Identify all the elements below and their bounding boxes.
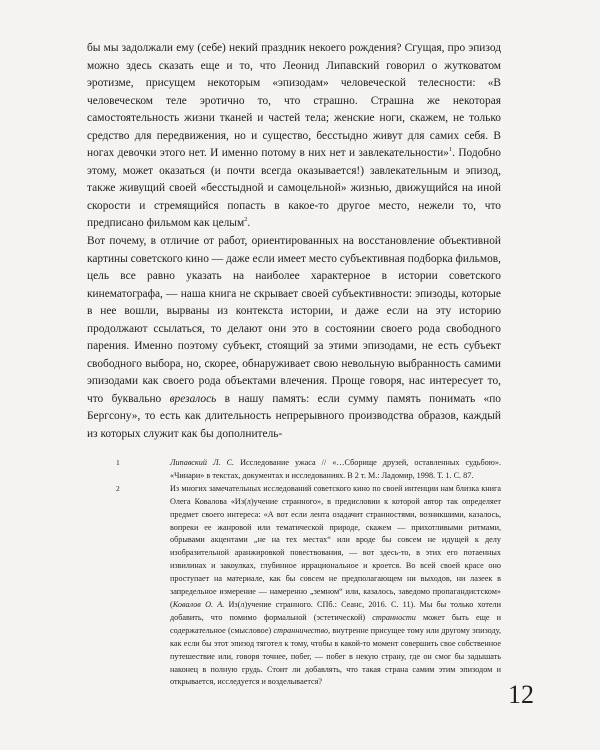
footnote-ref-2[interactable]: 2 xyxy=(244,216,248,224)
emphasis-vrezalos: врезалось xyxy=(169,392,217,405)
footnote-number: 2 xyxy=(116,483,120,493)
footnotes xyxy=(116,457,502,689)
emphasis-strannosti: странности xyxy=(372,612,416,622)
footnote-2: 2 Из многих замечательных исследований советского кино по своей интенции нам близка книга Олега Ковалова «Из(л)учение странного», в предисловии к которой автор так определяет предмет своего интереса: «А вот если лента озадачит странностями, возникшими, казалось, вопреки ее жанровой или тематической природе, скажем — прихотливыми ритмами, обрывами акцентами „не на тех местах“ или вроде бы совсем не идущей к делу изобразительной аранжировкой повествования, — вот здесь-то, в этих его потаенных извилинах и закоулках, глубинное иррациональное и кроется. Во всей своей красе оно проступает на материале, как бы совсем не предполагающем ни выходов, ни лазеек в запредельное измерение — намеренно „земном“ или, казалось, заведомо пропагандистском» (Ковалов О. А. Из(л)учение странного. СПб.: Сеанс, 2016. С. 11). Мы бы только хотели добавить, что помимо формальной (эстетической) странности может быть еще и содержательное (смысловое) странничество, внутренне присущее тому или другому эпизоду, как если бы этот эпизод тяготел к тому, чтобы в какой-то момент совершить свое собственное путешествие или, говоря точнее, побег, — побег в некую страну, где он смог бы задышать наконец в полную грудь. Стоит ли добавлять, что такая страна самим этим эпизодом и открывается, исследуется и возделывается? xyxy=(116,483,502,687)
main-text xyxy=(87,40,501,444)
footnote-author: Липавский Л. С. xyxy=(170,458,235,467)
paragraph-2: Вот почему, в отличие от работ, ориентированных на восстановление объективной картины советского кино — даже если имеет место субъективная подборка фильмов, цель все равно указать на наиболее характерное в истории советского кинематографа, — наша книга не скрывает своей субъективности: эпизоды, которые в нее вошли, вырваны из контекста истории, и даже если на эту историю продолжают ссылаться, то делают они это в состоянии своего рода свободного парения. Именно поэтому субъект, стоящий за этими эпизодами, не есть субъект свободного выбора, но, скорее, обнаруживает свою невольную выбранность самими эпизодами как своего рода объектами влечения. Проще говоря, нас интересует то, что буквально врезалось в нашу память: если сумму память понимать «по Бергсону», то есть как длительность непрерывного производства образов, каждый из которых служит как бы дополнитель- xyxy=(87,235,501,441)
footnote-author: Ковалов О. А. xyxy=(172,599,225,609)
emphasis-strannichestvo: странничество xyxy=(273,625,329,635)
page-number: 12 xyxy=(508,680,534,709)
paragraph-1: бы мы задолжали ему (себе) некий праздник некоего рождения? Сгущая, про эпизод можно здесь сказать еще и то, что Леонид Липавский говорил о жутковатом эротизме, присущем некоторым «эпизодам» человеческой телесности: «В человеческом теле эротично то, что страшно. Страшна же некоторая самостоятельность жизни тканей и частей тела; женские ноги, скажем, не только средство для передвижения, но и существо, бесстыдно живут для самих себя. В ногах девочки этого нет. И именно потому в них нет и завлекательности»$^1$. Подобно этому, может оказаться (и почти всегда оказывается!) завлекательным и эпизод, также живущий своей «бесстыдной и самоцельной» жизнью, движущийся на иной скорости и стремящийся попасть в какое-то другое место, нежели то, что предписано фильмом как целым$^2$. xyxy=(87,42,501,230)
footnote-1: 1 Липавский Л. С. Исследование ужаса // «…Сборище друзей, оставленных судьбою». «Чинари» в текстах, документах и исследованиях. В 2 т. М.: Ладомир, 1998. Т. 1. С. 87. xyxy=(116,458,501,480)
footnote-ref-1[interactable]: 1 xyxy=(448,146,453,154)
footnote-number: 1 xyxy=(116,458,120,467)
